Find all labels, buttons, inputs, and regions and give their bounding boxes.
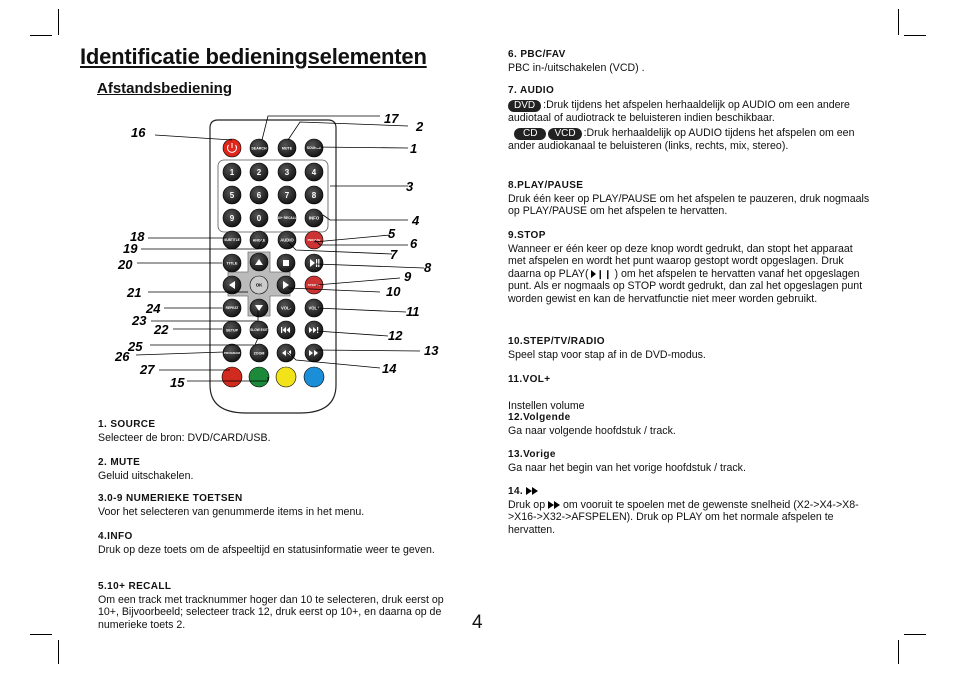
- slow-exit-button-label: SLOW EXIT: [250, 328, 268, 333]
- info-button-label: INFO: [308, 215, 320, 221]
- program-button-label: PROGRAM: [224, 351, 240, 356]
- section-6: [508, 49, 868, 74]
- dvd-text: :Druk tijdens het afspelen herhaaldelijk op AUDIO om een andere audiotaal of audiotrack te beluisteren indien beschikbaar.: [508, 98, 850, 124]
- source-button-label: SOURCE: [306, 146, 322, 151]
- yellow-button[interactable]: [276, 367, 296, 387]
- vol-minus-button-label: VOL-: [280, 305, 292, 311]
- dvd-badge: DVD: [508, 100, 541, 112]
- section-body: Druk op deze toets om de afspeeltijd en statusinformatie weer te geven.: [98, 543, 435, 556]
- mute-button-label: MUTE: [281, 146, 293, 151]
- number-button-7-label: 7: [284, 190, 290, 200]
- search-button[interactable]: [250, 139, 268, 157]
- blue-button[interactable]: [304, 367, 324, 387]
- number-button-9-label: 9: [229, 213, 235, 223]
- number-button-6[interactable]: [250, 186, 268, 204]
- callout-number: 10: [386, 284, 401, 299]
- section-7: [508, 85, 872, 153]
- cd-text: :Druk herhaaldelijk op AUDIO tijdens het afspelen om een ander audiokanaal te beluisteren (links, rechts, mix, stereo).: [508, 127, 855, 153]
- callout-number: 13: [424, 343, 439, 358]
- callout-number: 6: [410, 236, 418, 251]
- section-heading: 9.STOP: [508, 230, 546, 241]
- section-14: [508, 486, 872, 536]
- section-5: [98, 581, 454, 631]
- section-heading: 14.: [508, 486, 524, 497]
- callout-number: 20: [118, 257, 133, 272]
- vcd-badge: VCD: [548, 128, 581, 140]
- callout-number: 26: [115, 349, 130, 364]
- section-heading: 4.INFO: [98, 531, 133, 542]
- number-button-8-label: 8: [311, 190, 317, 200]
- section-body: Geluid uitschakelen.: [98, 469, 194, 482]
- callout-number: 18: [130, 229, 145, 244]
- number-button-1-label: 1: [229, 167, 235, 177]
- callout-number: 1: [410, 141, 418, 156]
- search-button-label: SEARCH: [251, 146, 267, 151]
- setup-button-label: SETUP: [226, 328, 238, 333]
- section-body-cont: om vooruit te spoelen met de gewenste snelheid (X2->X4->X8->X16->X32->AFSPELEN). Druk op PLAY om het normale afspelen te hervatten.: [508, 498, 859, 536]
- green-button[interactable]: [249, 367, 269, 387]
- cd-badge: CD: [514, 128, 546, 140]
- section-body: Instellen volume: [508, 399, 585, 412]
- vol-minus-button[interactable]: [277, 299, 295, 317]
- section-10: [508, 336, 868, 361]
- source-button[interactable]: [305, 139, 323, 157]
- recall-button[interactable]: [277, 209, 296, 227]
- section-heading: 6. PBC/FAV: [508, 49, 566, 60]
- section-body: Druk één keer op PLAY/PAUSE om het afspelen te pauzeren, druk nogmaals op PLAY/PAUSE om het afspelen te hervatten.: [508, 192, 870, 218]
- page-title: Identificatie bedieningselementen: [80, 44, 427, 69]
- section-2: [98, 457, 454, 482]
- section-heading: 11.VOL+: [508, 374, 551, 385]
- stop-icon: [283, 260, 289, 266]
- section-8: [508, 180, 872, 218]
- info-button[interactable]: [305, 209, 323, 227]
- number-button-5[interactable]: [223, 186, 241, 204]
- repeat-button[interactable]: [223, 299, 241, 317]
- section-heading: 7. AUDIO: [508, 85, 555, 96]
- title-button[interactable]: [223, 254, 241, 272]
- section-body: Selecteer de bron: DVD/CARD/USB.: [98, 431, 271, 444]
- callout-number: 24: [146, 301, 161, 316]
- number-button-2-label: 2: [256, 167, 262, 177]
- section-9: [508, 230, 872, 306]
- section-heading: 12.Volgende: [508, 412, 571, 424]
- ok-button-label: OK: [255, 282, 263, 288]
- callout-number: 19: [123, 241, 138, 256]
- recall-button-label: 10+ RECALL: [277, 216, 297, 221]
- section-heading: 2. MUTE: [98, 457, 141, 468]
- number-button-8[interactable]: [305, 186, 323, 204]
- pbc-fav-button[interactable]: [305, 231, 323, 249]
- subtitle-button[interactable]: [223, 231, 241, 249]
- section-3: [98, 493, 454, 518]
- section-13: [508, 449, 868, 474]
- callout-number: 7: [390, 247, 398, 262]
- fast-forward-icon: [532, 487, 538, 495]
- section-1: [98, 419, 454, 444]
- callout-number: 12: [388, 328, 403, 343]
- section-body: Ga naar het begin van het vorige hoofdstuk / track.: [508, 461, 746, 474]
- step-tv-button-label: STEP/TV: [307, 283, 321, 288]
- section-body: Druk op: [508, 498, 546, 511]
- zoom-button-label: ZOOM: [253, 351, 265, 356]
- zoom-button[interactable]: [250, 344, 268, 362]
- section-body: Speel stap voor stap af in de DVD-modus.: [508, 348, 706, 361]
- callout-number: 5: [388, 226, 396, 241]
- callout-number: 23: [132, 313, 147, 328]
- section-heading: 5.10+ RECALL: [98, 581, 172, 592]
- section-heading: 1. SOURCE: [98, 419, 156, 430]
- slow-exit-button[interactable]: [250, 321, 268, 339]
- callout-number: 17: [384, 111, 399, 126]
- number-button-1[interactable]: [223, 163, 241, 181]
- repeat-button-label: REPEAT: [225, 306, 239, 311]
- callout-number: 27: [140, 362, 155, 377]
- number-button-0-label: 0: [256, 213, 262, 223]
- title-button-label: TITLE: [226, 260, 238, 266]
- callout-number: 21: [127, 285, 142, 300]
- mute-button[interactable]: [278, 139, 296, 157]
- section-body: Voor het selecteren van genummerde items in het menu.: [98, 505, 365, 518]
- fast-forward-icon: [554, 501, 560, 509]
- callout-number: 16: [131, 125, 146, 140]
- callout-number: 22: [154, 322, 169, 337]
- section-heading: 10.STEP/TV/RADIO: [508, 336, 605, 347]
- audio-button-label: AUDIO: [280, 237, 294, 243]
- section-4: [98, 531, 454, 556]
- pause-bars-icon: ❙❙: [596, 268, 612, 279]
- section-body: PBC in-/uitschakelen (VCD) .: [508, 61, 645, 74]
- number-button-7[interactable]: [278, 186, 296, 204]
- number-button-3[interactable]: [278, 163, 296, 181]
- number-button-9[interactable]: [223, 209, 241, 227]
- callout-number: 4: [412, 213, 420, 228]
- program-button[interactable]: [223, 344, 241, 362]
- callout-number: 15: [170, 375, 185, 390]
- section-body: Wanneer er één keer op deze knop wordt gedrukt, dan stopt het apparaat met afspelen en wordt het punt waarop gestopt wordt opgeslagen. Druk daarna op PLAY(: [508, 242, 853, 280]
- section-body: Om een track met tracknummer hoger dan 10 te selecteren, druk eerst op 10+, Bijvoorbeeld; selecteer track 12, druk eerst op 10+, en daarna op de numerieke toets 2.: [98, 593, 444, 631]
- callout-number: 2: [416, 119, 424, 134]
- number-button-5-label: 5: [229, 190, 235, 200]
- page-number: 4: [472, 612, 483, 633]
- callout-number: 9: [404, 269, 412, 284]
- subtitle-button-label: SUBTITLE: [224, 238, 240, 243]
- angle-button-label: ANGLE: [252, 238, 266, 243]
- callout-number: 3: [406, 179, 414, 194]
- section-heading: 8.PLAY/PAUSE: [508, 180, 584, 191]
- number-button-6-label: 6: [256, 190, 262, 200]
- vol-plus-button-label: VOL+: [308, 305, 320, 311]
- number-button-2[interactable]: [250, 163, 268, 181]
- section-body: Ga naar volgende hoofdstuk / track.: [508, 424, 676, 437]
- callout-number: 11: [406, 304, 420, 319]
- number-button-4[interactable]: [305, 163, 323, 181]
- callout-number: 8: [424, 260, 432, 275]
- pbc-fav-button-label: PBC/FAV: [307, 238, 321, 243]
- callout-number: 25: [128, 339, 143, 354]
- section-heading: 13.Vorige: [508, 449, 556, 460]
- ok-button[interactable]: [250, 276, 268, 294]
- setup-button[interactable]: [223, 321, 241, 339]
- section-11: [508, 374, 868, 437]
- number-button-3-label: 3: [284, 167, 290, 177]
- number-button-4-label: 4: [311, 167, 317, 177]
- callout-number: 14: [382, 361, 397, 376]
- number-button-0[interactable]: [250, 209, 268, 227]
- audio-button[interactable]: [278, 231, 296, 249]
- section-body-cont: ) om het afspelen te hervatten vanaf het opgeslagen punt. Als er nogmaals op STOP wordt gedrukt, dan zal het opgeslagen punt worden gewist en kan de hervatfunctie niet meer worden gebruikt.: [508, 267, 863, 305]
- section-heading: 3.0-9 NUMERIEKE TOETSEN: [98, 493, 243, 504]
- section-subtitle: Afstandsbediening: [97, 80, 233, 97]
